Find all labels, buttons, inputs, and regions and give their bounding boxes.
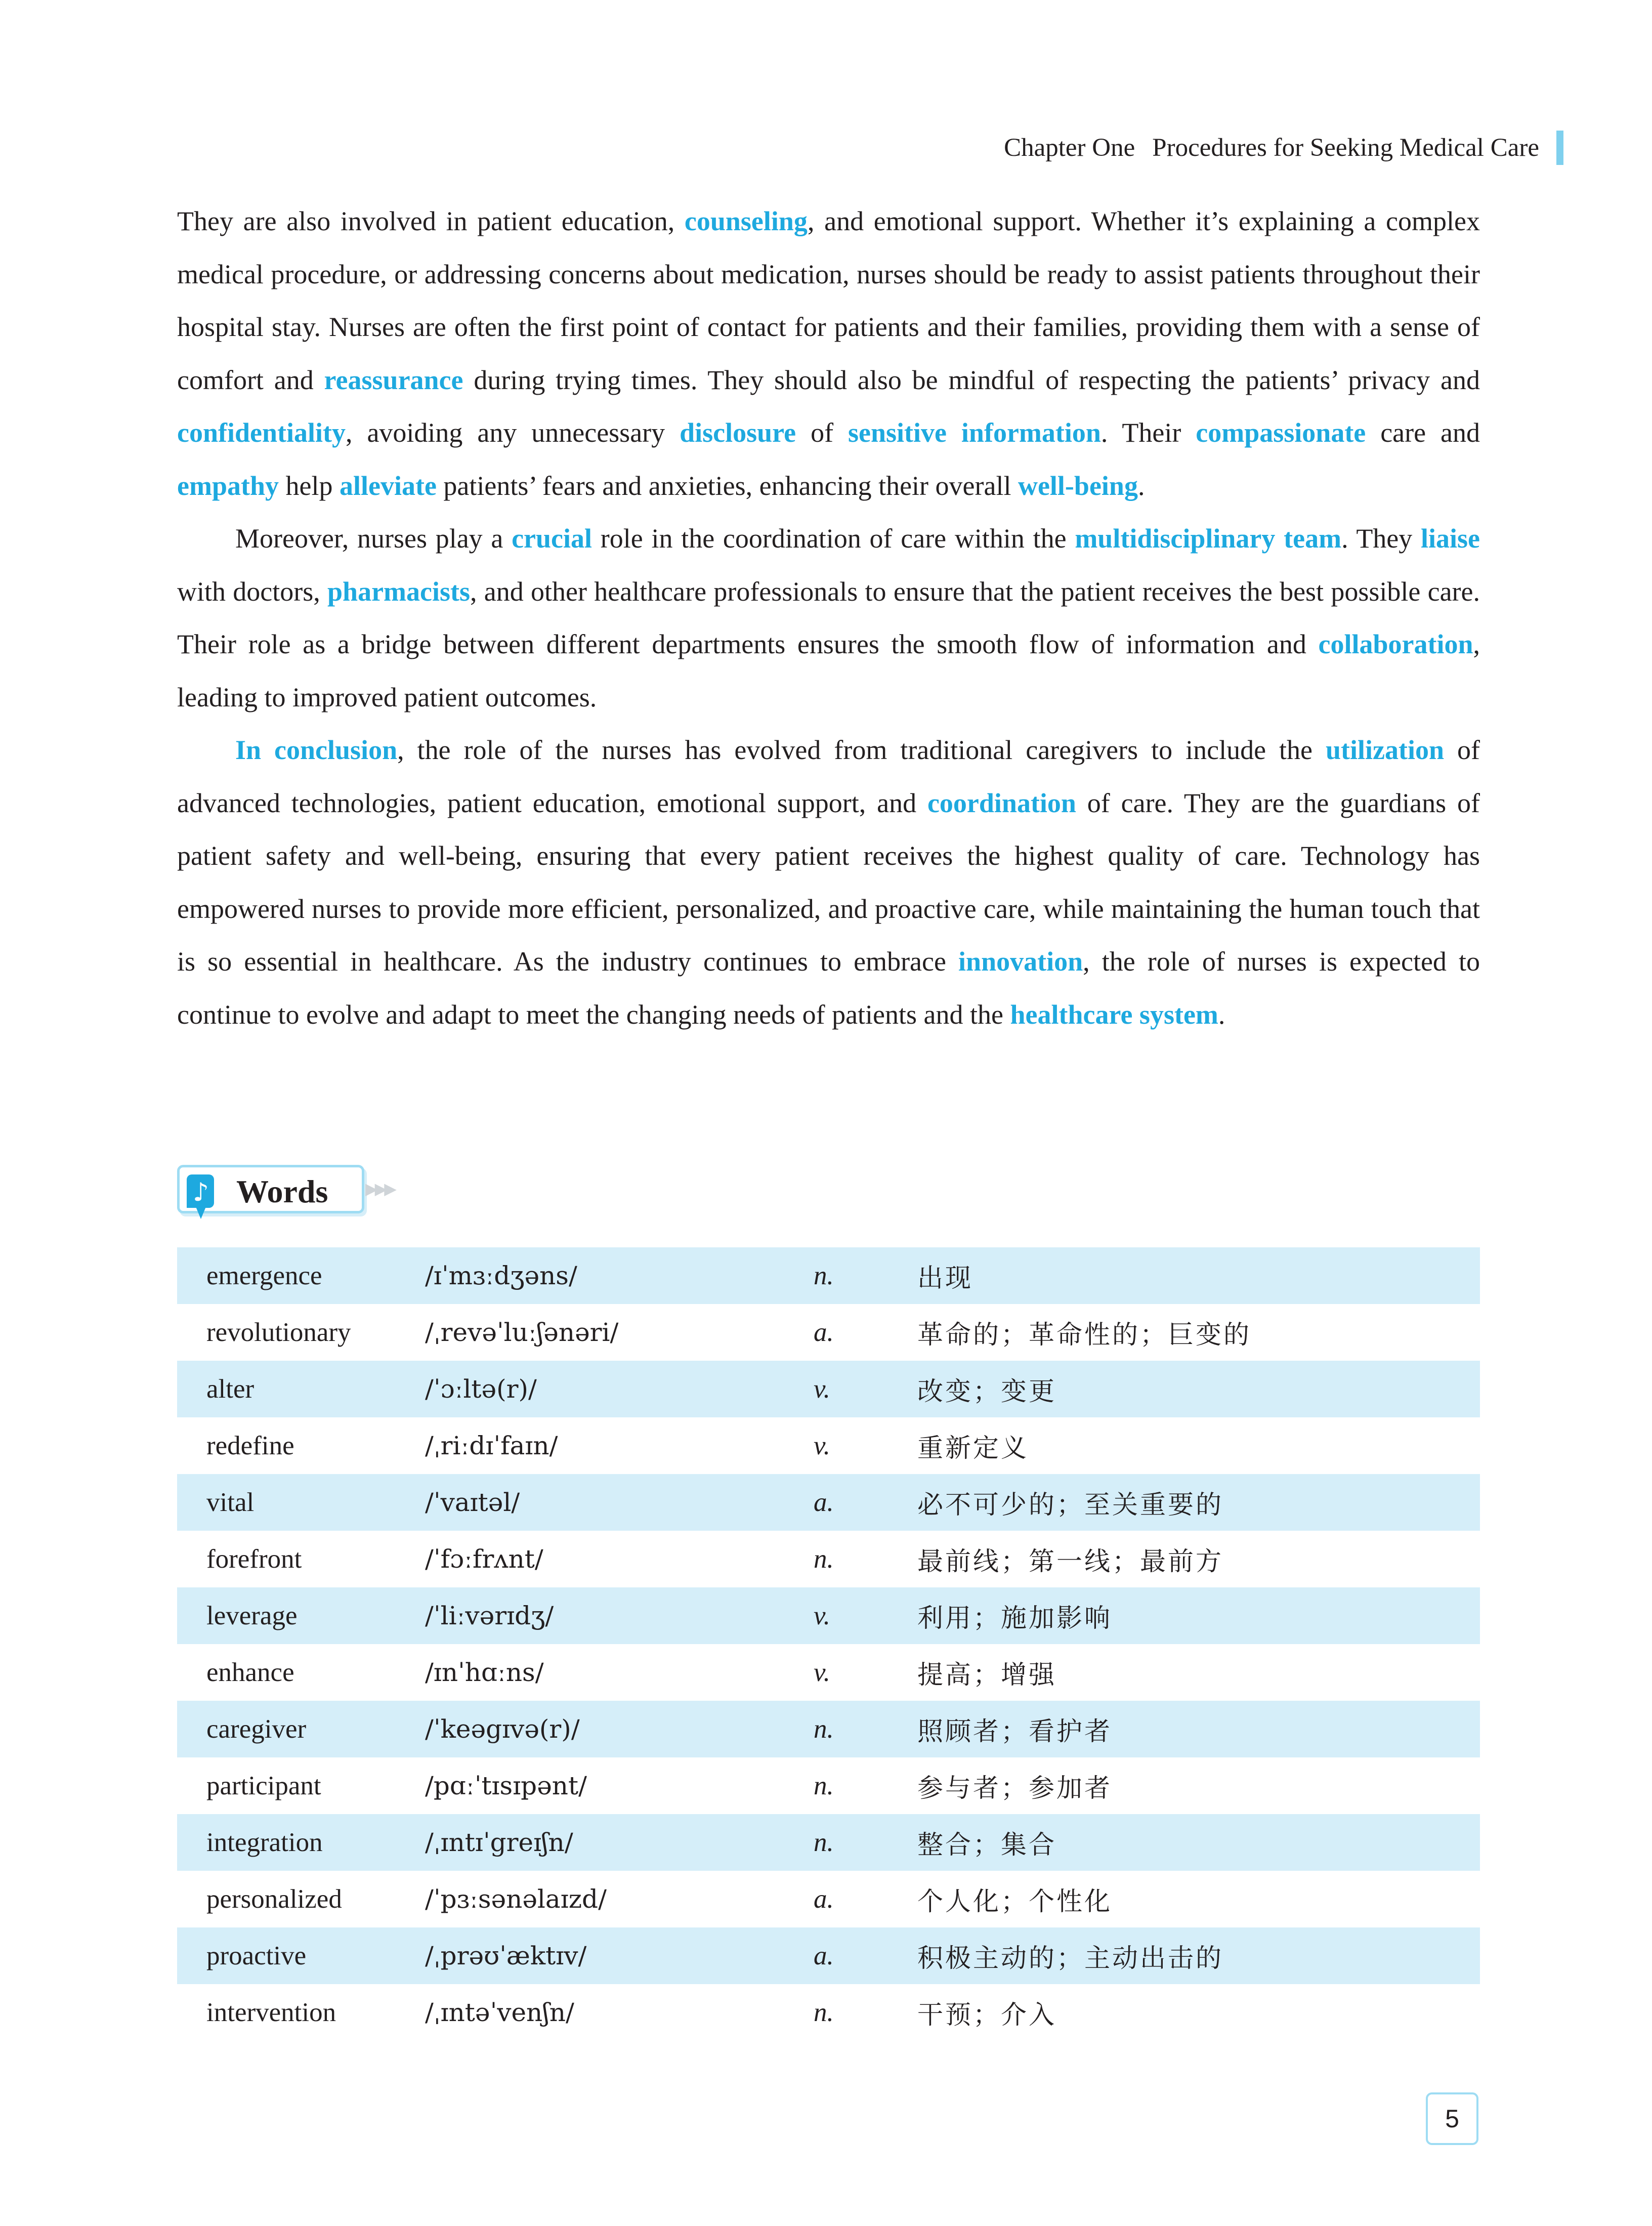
text-segment: during trying times. They should also be mindful of respecting the patients’ privacy and — [463, 364, 1480, 395]
vocab-row — [177, 1927, 1480, 1984]
vocab-word: integration — [177, 1814, 425, 1871]
vocab-word: proactive — [177, 1927, 425, 1984]
vocab-word: caregiver — [177, 1701, 425, 1757]
vocab-word: participant — [206, 1771, 321, 1800]
vocab-meaning: 出现 — [917, 1247, 1480, 1304]
vocab-word: alter — [177, 1361, 425, 1417]
keyword-highlight: healthcare system — [1010, 999, 1218, 1030]
triple-arrow-icon: ▶▶▶ — [365, 1179, 394, 1198]
vocab-row — [177, 1587, 1480, 1644]
vocab-meaning: 积极主动的；主动出击的 — [917, 1927, 1480, 1984]
vocab-meaning: 重新定义 — [917, 1434, 1029, 1463]
vocab-meaning: 个人化；个性化 — [917, 1887, 1113, 1917]
words-section-heading — [177, 1165, 410, 1215]
vocab-phonetic: /ˈliːvərɪdʒ/ — [425, 1587, 814, 1644]
vocab-meaning: 必不可少的；至关重要的 — [917, 1474, 1480, 1531]
keyword-highlight: sensitive information — [848, 417, 1101, 448]
text-segment: , the role of nurses is expected to continue to evolve and adapt to meet the changing needs of patients and the — [177, 946, 1480, 1030]
body-paragraph — [177, 724, 1480, 1041]
text-segment: , avoiding any unnecessary — [346, 417, 680, 448]
vocab-phonetic: /ɪˈmɜːdʒəns/ — [425, 1247, 814, 1304]
vocab-part-of-speech: n. — [814, 1701, 917, 1757]
vocab-row — [177, 1417, 1480, 1474]
keyword-highlight: reassurance — [324, 364, 463, 395]
text-segment: . They — [1341, 523, 1421, 554]
vocab-phonetic: /ˌriːdɪˈfaɪn/ — [425, 1431, 558, 1460]
keyword-highlight: confidentiality — [177, 417, 346, 448]
keyword-highlight: utilization — [1326, 735, 1445, 765]
keyword-highlight: multidisciplinary team — [1075, 523, 1342, 554]
text-segment: , and emotional support. Whether it’s explaining a complex medical procedure, or addressing concerns about medication, nurses should be ready to assist patients throughout their hospital stay. Nurses are often the first point of contact for patients and their families, providing them with a sense of comfort and — [177, 206, 1480, 395]
music-note-icon: ♪ — [187, 1174, 214, 1208]
text-segment: They are also involved in patient education, — [177, 206, 685, 236]
chapter-label: Chapter One — [1004, 134, 1135, 162]
vocab-row — [177, 1644, 1480, 1701]
vocab-part-of-speech: n. — [814, 1771, 834, 1800]
vocab-meaning: 干预；介入 — [917, 2000, 1057, 2030]
vocab-part-of-speech: n. — [814, 1544, 834, 1574]
vocab-meaning: 最前线；第一线；最前方 — [917, 1547, 1224, 1577]
vocab-word: personalized — [206, 1884, 342, 1914]
text-segment: role in the coordination of care within the — [592, 523, 1075, 554]
vocab-part-of-speech: a. — [814, 1474, 917, 1531]
text-segment: patients’ fears and anxieties, enhancing their overall — [436, 470, 1018, 501]
vocab-meaning: 整合；集合 — [917, 1814, 1480, 1871]
vocab-part-of-speech: n. — [814, 1814, 917, 1871]
vocab-part-of-speech: n. — [814, 1998, 834, 2027]
vocab-phonetic: /ˌrevəˈluːʃənəri/ — [425, 1318, 619, 1347]
vocab-part-of-speech: a. — [814, 1927, 917, 1984]
running-header — [1004, 131, 1563, 165]
vocab-word: emergence — [177, 1247, 425, 1304]
keyword-highlight: innovation — [958, 946, 1083, 977]
keyword-highlight: collaboration — [1318, 629, 1473, 659]
keyword-highlight: coordination — [927, 787, 1076, 818]
vocab-part-of-speech: v. — [814, 1431, 830, 1460]
text-segment: , the role of the nurses has evolved from traditional caregivers to include the — [397, 735, 1326, 765]
text-segment: of — [796, 417, 848, 448]
keyword-highlight: compassionate — [1196, 417, 1366, 448]
vocab-row — [177, 1871, 1480, 1927]
vocab-phonetic: /ɪnˈhɑːns/ — [425, 1658, 544, 1687]
text-segment: of care. They are the guardians of patient safety and well-being, ensuring that every patient receives the highest quality of care. Technology has empowered nurses to provide more efficient, personalized, and proactive care, while maintaining the human touch that is so essential in healthcare. As the industry continues to embrace — [177, 787, 1480, 977]
vocab-phonetic: /ˌɪntɪˈgreɪʃn/ — [425, 1814, 814, 1871]
vocab-phonetic: /ˌprəʊˈæktɪv/ — [425, 1927, 814, 1984]
text-segment: of advanced technologies, patient education, emotional support, and — [177, 735, 1480, 818]
chapter-title: Procedures for Seeking Medical Care — [1152, 134, 1539, 162]
vocab-phonetic: /ˌɪntəˈvenʃn/ — [425, 1998, 574, 2027]
vocab-meaning: 革命的；革命性的；巨变的 — [917, 1320, 1252, 1350]
vocab-part-of-speech: v. — [814, 1361, 917, 1417]
text-segment: . — [1137, 470, 1145, 501]
words-heading-label: Words — [236, 1173, 328, 1209]
keyword-highlight: crucial — [512, 523, 592, 554]
vocab-word: leverage — [177, 1587, 425, 1644]
vocab-word: revolutionary — [206, 1318, 351, 1347]
text-segment: care and — [1366, 417, 1480, 448]
text-segment: , and other healthcare professionals to ensure that the patient receives the best possible care. Their role as a bridge between different departments ensures the smooth flow of information and — [177, 576, 1480, 659]
vocab-row — [177, 1701, 1480, 1757]
keyword-highlight: liaise — [1421, 523, 1480, 554]
text-segment: help — [279, 470, 340, 501]
article-body — [177, 195, 1480, 1041]
body-paragraph — [177, 195, 1480, 512]
vocab-meaning: 照顾者；看护者 — [917, 1701, 1480, 1757]
vocab-meaning: 提高；增强 — [917, 1660, 1057, 1690]
keyword-highlight: alleviate — [339, 470, 437, 501]
vocab-phonetic: /ˈpɜːsənəlaɪzd/ — [425, 1884, 607, 1914]
vocab-part-of-speech: n. — [814, 1247, 917, 1304]
text-segment: . Their — [1100, 417, 1196, 448]
vocab-part-of-speech: a. — [814, 1318, 834, 1347]
keyword-highlight: empathy — [177, 470, 279, 501]
body-paragraph — [177, 512, 1480, 724]
vocab-row — [177, 1361, 1480, 1417]
text-segment: , leading to improved patient outcomes. — [177, 629, 1480, 712]
vocab-phonetic: /ˈfɔːfrʌnt/ — [425, 1544, 543, 1574]
vocab-row — [177, 1474, 1480, 1531]
vocab-row — [177, 1984, 1480, 2041]
vocab-word: redefine — [206, 1431, 294, 1460]
keyword-highlight: counseling — [684, 206, 808, 236]
vocab-row — [177, 1814, 1480, 1871]
vocab-part-of-speech: v. — [814, 1658, 830, 1687]
vocab-word: forefront — [206, 1544, 302, 1574]
vocab-phonetic: /ˈvaɪtəl/ — [425, 1474, 814, 1531]
text-segment: with doctors, — [177, 576, 328, 607]
keyword-highlight: In conclusion — [235, 735, 398, 765]
vocab-word: intervention — [206, 1998, 336, 2027]
vocab-row — [177, 1304, 1480, 1361]
keyword-highlight: disclosure — [680, 417, 796, 448]
text-segment: Moreover, nurses play a — [235, 523, 512, 554]
vocab-part-of-speech: a. — [814, 1884, 834, 1914]
vocab-phonetic: /pɑːˈtɪsɪpənt/ — [425, 1771, 587, 1800]
vocab-row — [177, 1531, 1480, 1587]
vocab-phonetic: /ˈɔːltə(r)/ — [425, 1361, 814, 1417]
page-number: 5 — [1426, 2092, 1478, 2145]
keyword-highlight: pharmacists — [327, 576, 471, 607]
vocab-phonetic: /ˈkeəgɪvə(r)/ — [425, 1701, 814, 1757]
vocab-row — [177, 1247, 1480, 1304]
text-segment: . — [1218, 999, 1225, 1030]
vocab-part-of-speech: v. — [814, 1587, 917, 1644]
vocab-word: vital — [177, 1474, 425, 1531]
header-accent-bar — [1556, 131, 1563, 165]
keyword-highlight: well-being — [1018, 470, 1138, 501]
words-heading-box — [177, 1165, 364, 1213]
vocab-meaning: 利用；施加影响 — [917, 1587, 1480, 1644]
vocab-meaning: 改变；变更 — [917, 1361, 1480, 1417]
vocabulary-table — [177, 1247, 1480, 2041]
vocab-meaning: 参与者；参加者 — [917, 1774, 1113, 1803]
vocab-word: enhance — [206, 1658, 294, 1687]
vocab-row — [177, 1757, 1480, 1814]
